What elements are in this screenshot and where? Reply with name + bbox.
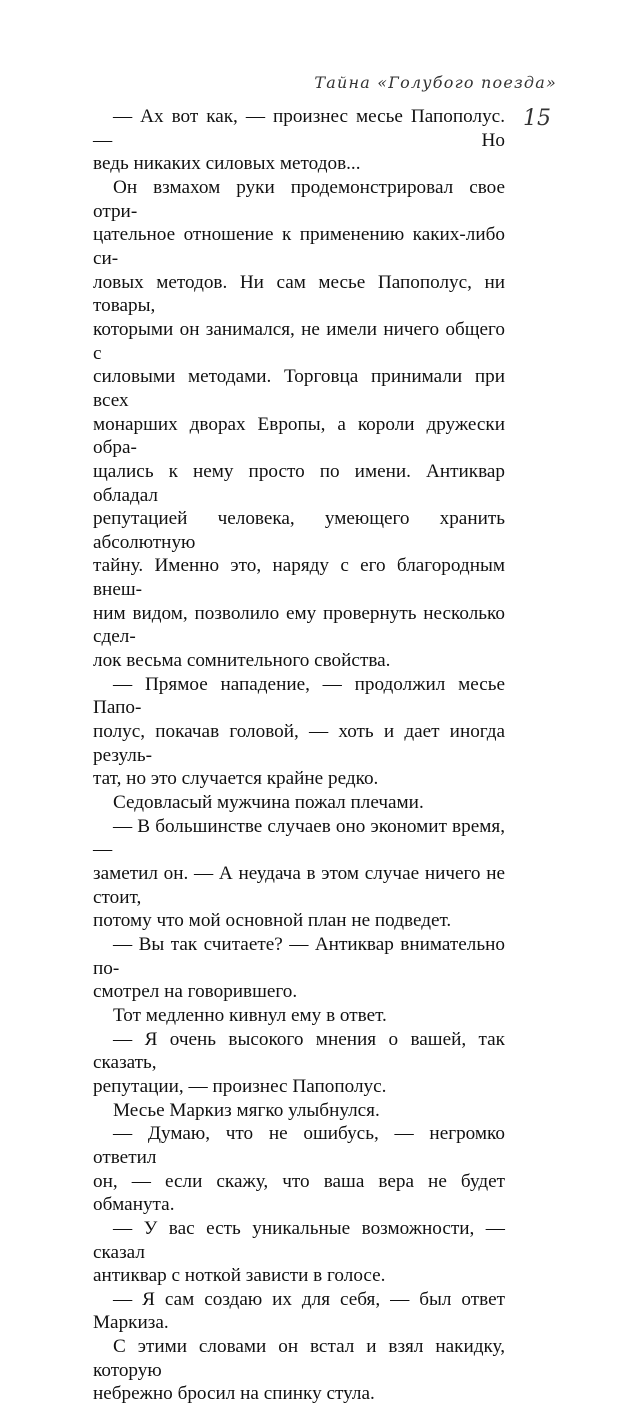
running-head-title: Тайна «Голубого поезда» — [314, 73, 557, 92]
text-line: — Ах вот как, — произнес месье Папополус. — Но — [93, 106, 505, 151]
text-line: лок весьма сомнительного свойства. — [93, 650, 391, 672]
text-line: — У вас есть уникальные возможности, — сказал — [93, 1217, 505, 1263]
text-line: — Я очень высокого мнения о вашей, так сказать, — [93, 1028, 505, 1074]
text-line: потому что мой основной план не подведет. — [93, 910, 452, 932]
text-line: небрежно бросил на спинку стула. — [93, 1383, 375, 1405]
text-line: Тот медленно кивнул ему в ответ. — [113, 1004, 387, 1026]
text-line: — Вы так считаете? — Антиквар внимательно по- — [93, 933, 505, 979]
body-text — [93, 105, 505, 1406]
text-line: — Думаю, что не ошибусь, — негромко ответил — [93, 1123, 505, 1168]
text-line: цательное отношение к применению каких-либо си- — [93, 224, 505, 269]
text-line: репутации, — произнес Папополус. — [93, 1075, 387, 1097]
text-line: — В большинстве случаев оно экономит время, — — [93, 815, 505, 861]
text-line: ловых методов. Ни сам месье Папополус, ни товары, — [93, 271, 505, 317]
text-line: ним видом, позволило ему провернуть несколько сдел- — [93, 602, 505, 648]
text-line: щались к нему просто по имени. Антиквар обладал — [93, 460, 505, 506]
page-number: 15 — [523, 106, 551, 131]
text-line: антиквар с ноткой зависти в голосе. — [93, 1265, 386, 1287]
text-line: смотрел на говорившего. — [93, 981, 298, 1003]
text-line: — Я сам создаю их для себя, — был ответ Маркиза. — [93, 1288, 505, 1334]
text-line: заметил он. — А неудача в этом случае ничего не стоит, — [93, 863, 505, 908]
text-line: которыми он занимался, не имели ничего общего с — [93, 318, 505, 364]
text-line: Седовласый мужчина пожал плечами. — [113, 792, 424, 814]
text-line: — Прямое нападение, — продолжил месье Папо- — [93, 673, 505, 719]
text-line: тайну. Именно это, наряду с его благородным внеш- — [93, 555, 505, 601]
text-line: монарших дворах Европы, а короли дружески обра- — [93, 413, 505, 459]
text-line: Он взмахом руки продемонстрировал свое отри- — [93, 176, 505, 222]
text-line: Месье Маркиз мягко улыбнулся. — [113, 1099, 380, 1121]
text-line: ведь никаких силовых методов... — [93, 153, 361, 175]
text-line: С этими словами он встал и взял накидку, которую — [93, 1336, 505, 1381]
text-line: силовыми методами. Торговца принимали при всех — [93, 366, 505, 411]
text-line: он, — если скажу, что ваша вера не будет обманута. — [93, 1170, 505, 1216]
text-line: полус, покачав головой, — хоть и дает иногда резуль- — [93, 721, 505, 766]
text-line: тат, но это случается крайне редко. — [93, 768, 379, 790]
text-line: репутацией человека, умеющего хранить абсолютную — [93, 508, 505, 553]
